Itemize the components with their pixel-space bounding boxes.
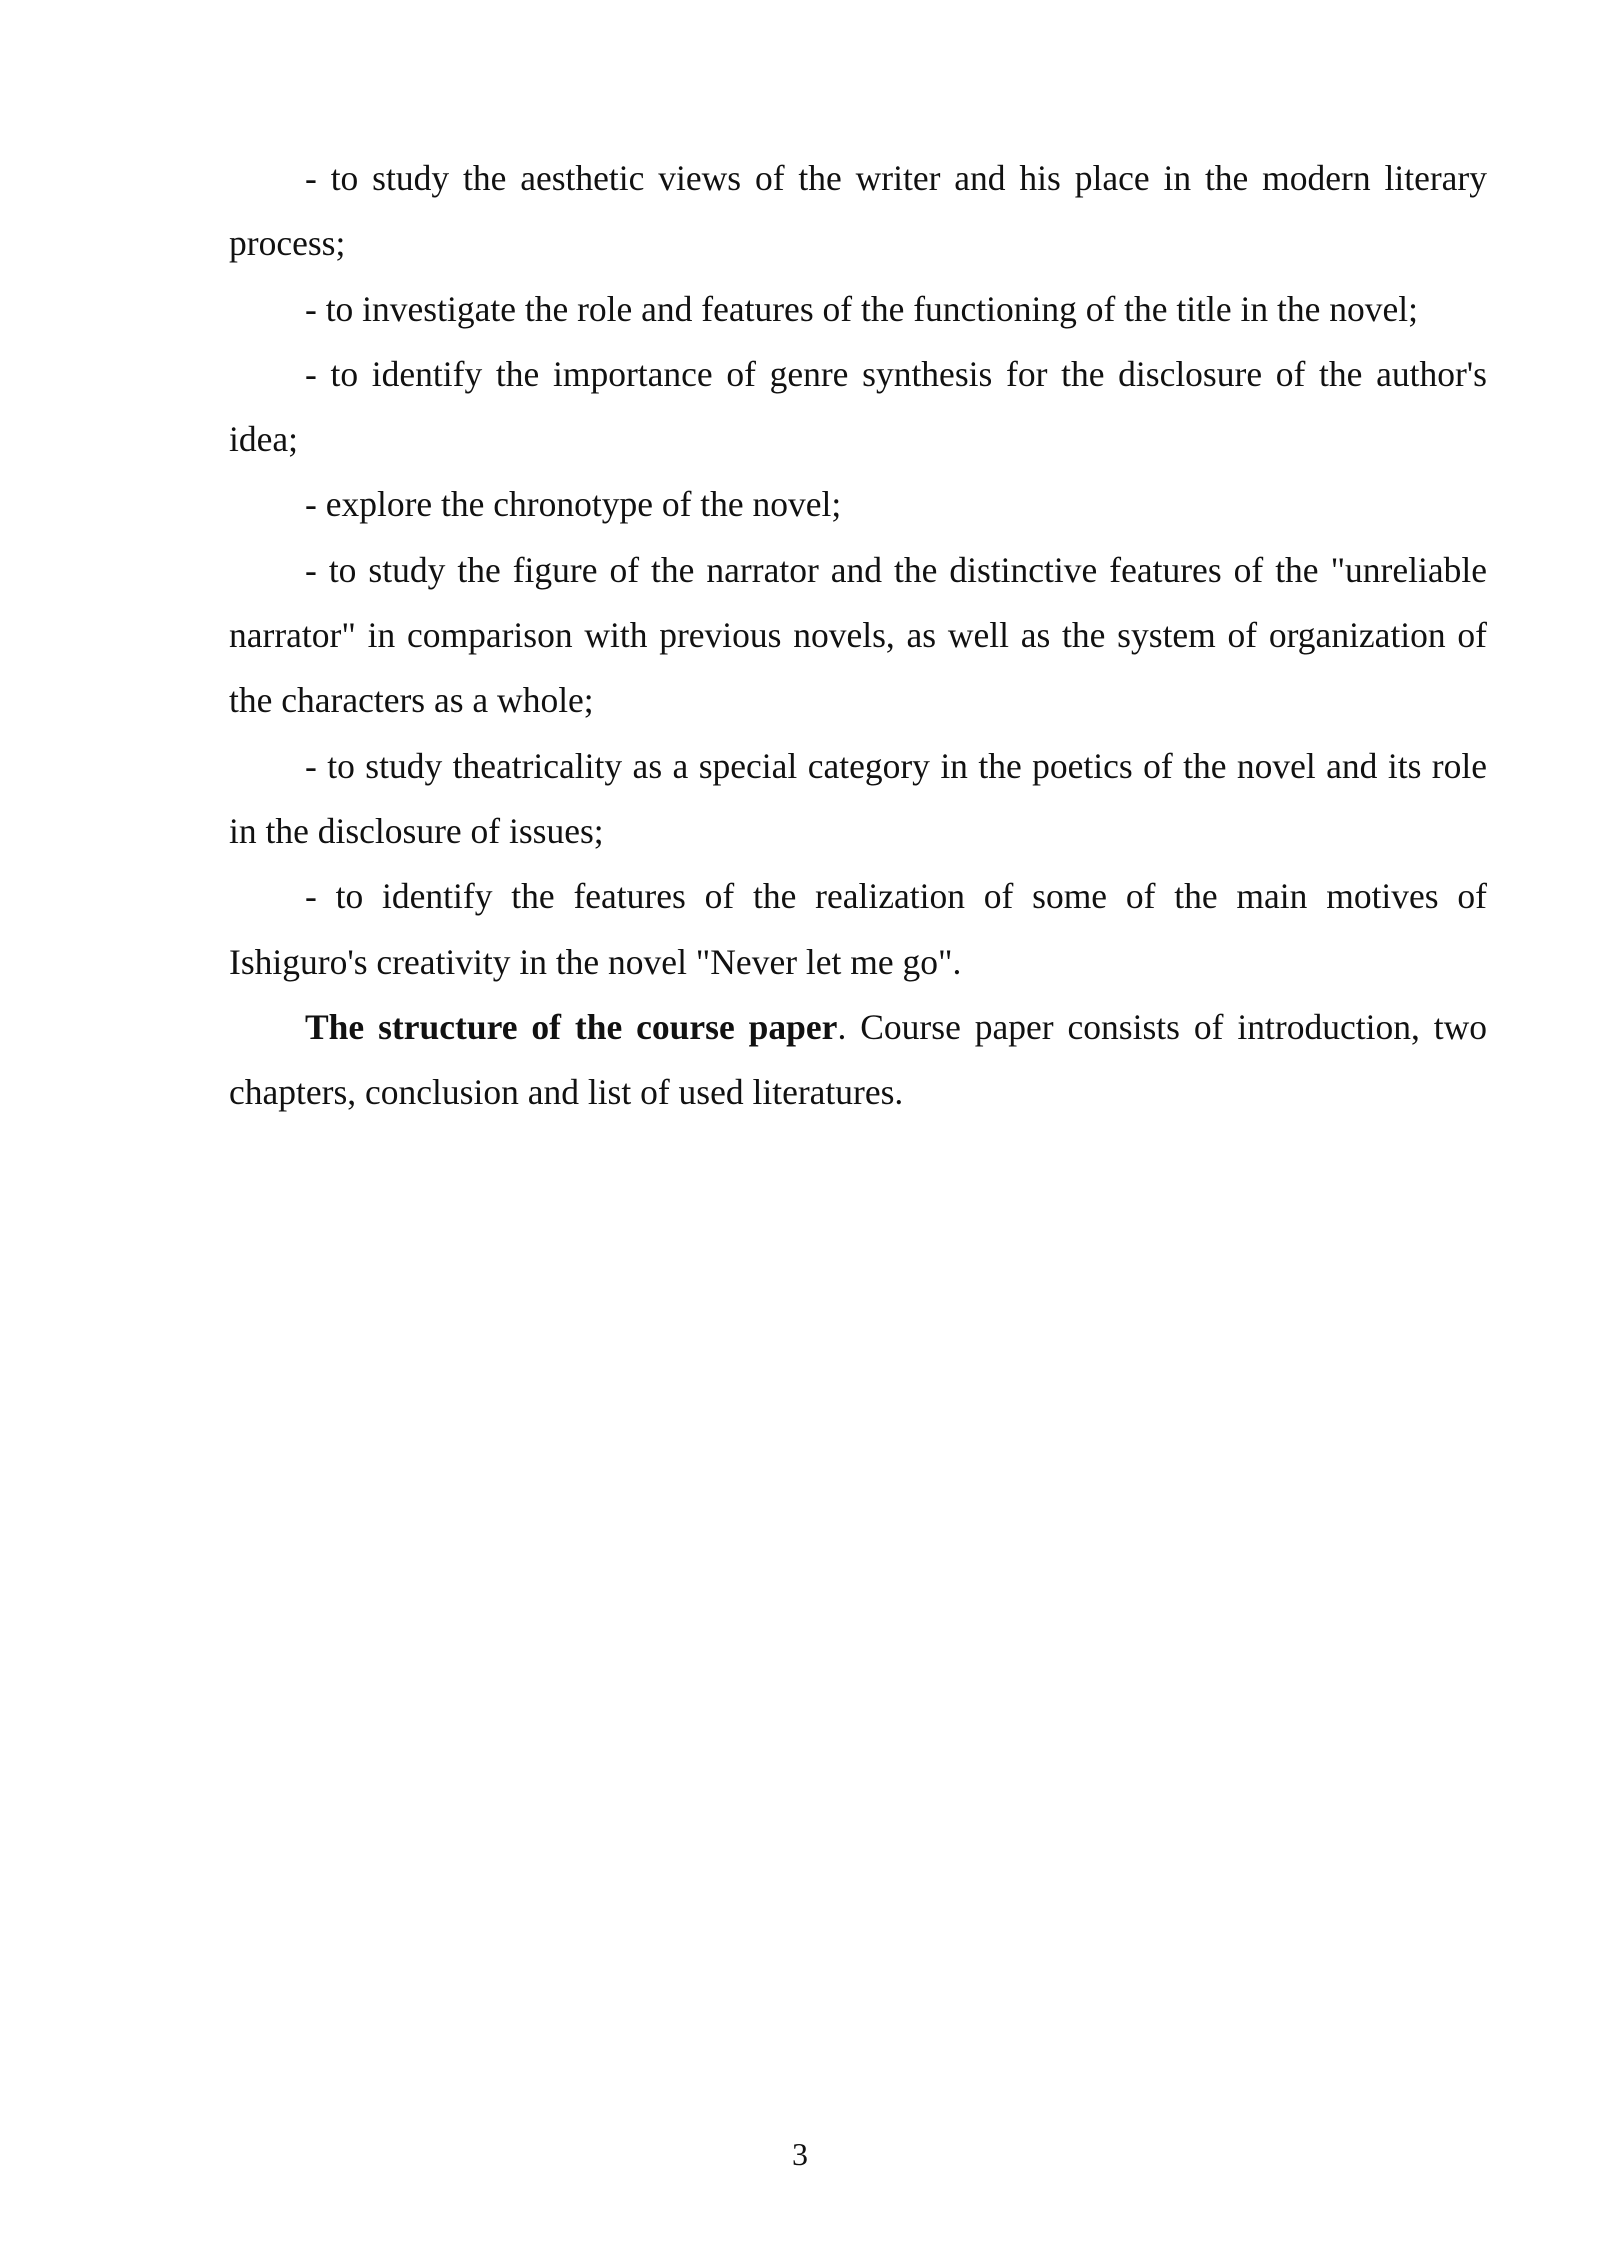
structure-paragraph: [229, 995, 1487, 1126]
task-narrator: - to study the figure of the narrator and the distinctive features of the "unreliable narrator" in comparison with previous novels, as well as the system of organization of the characters as a whole;: [229, 549, 1487, 721]
structure-text: . Course paper consists of introduction, two chapters, conclusion and list of used literatures.: [229, 1006, 1488, 1113]
task-genre-synthesis: - to identify the importance of genre synthesis for the disclosure of the author's idea;: [229, 353, 1487, 460]
structure-heading: The structure of the course paper: [305, 1006, 838, 1047]
task-title-role: - to investigate the role and features of the functioning of the title in the novel;: [305, 288, 1418, 329]
task-main-motives: - to identify the features of the realization of some of the main motives of Ishiguro's creativity in the novel "Never let me go".: [229, 876, 1487, 982]
task-theatricality: - to study theatricality as a special category in the poetics of the novel and its role in the disclosure of issues;: [229, 745, 1487, 851]
task-aesthetic-views: - to study the aesthetic views of the writer and his place in the modern literary process;: [229, 158, 1487, 264]
page-number: 3: [792, 2136, 808, 2172]
task-chronotype: - explore the chronotype of the novel;: [305, 484, 842, 525]
body-text: [229, 146, 1487, 1125]
